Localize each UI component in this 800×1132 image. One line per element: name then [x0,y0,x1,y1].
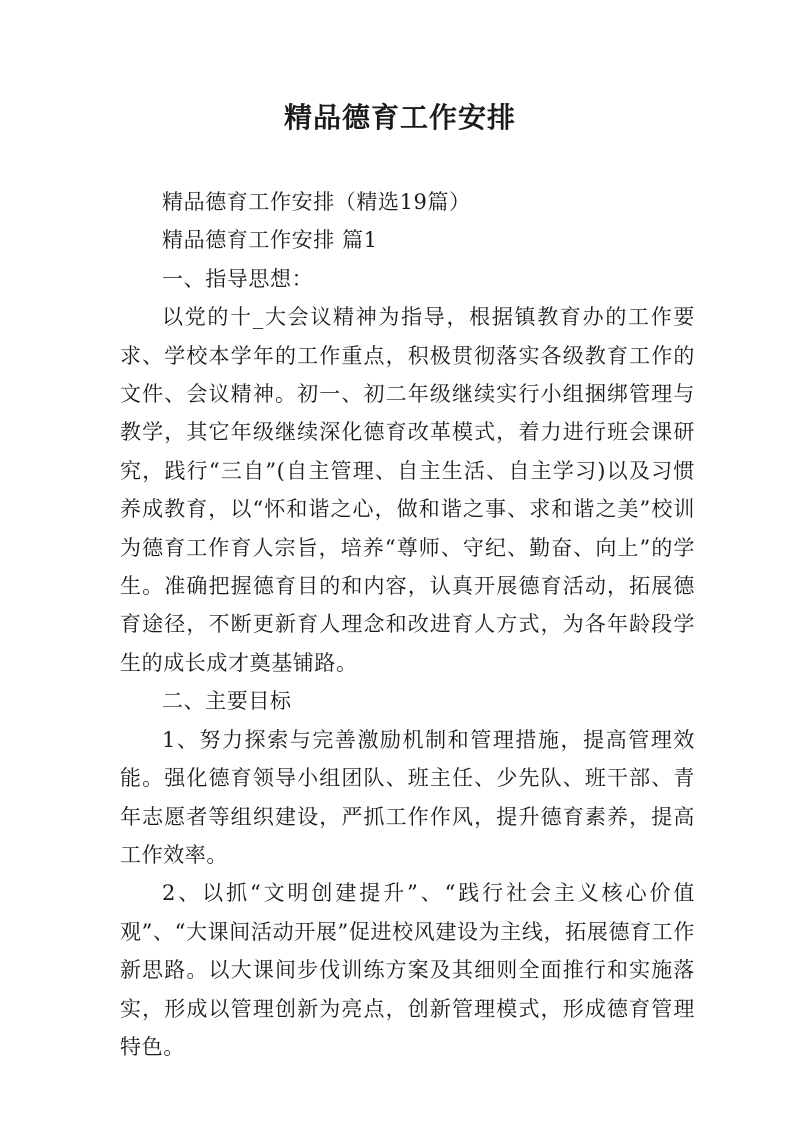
body-paragraph: 以党的十_大会议精神为指导，根据镇教育办的工作要求、学校本学年的工作重点，积极贯彻落实各级教育工作的文件、会议精神。初一、初二年级继续实行小组捆绑管理与教学，其它年级继续深化德育改革模式，着力进行班会课研究，践行“三自”(自主管理、自主生活、自主学习)以及习惯养成教育，以“怀和谐之心，做和谐之事、求和谐之美”校训为德育工作育人宗旨，培养“尊师、守纪、勤奋、向上”的学生。准确把握德育目的和内容，认真开展德育活动，拓展德育途径，不断更新育人理念和改进育人方式，为各年龄段学生的成长成才奠基铺路。 [120,305,695,675]
document-title: 精品德育工作安排 [283,101,516,134]
subtitle-paragraph: 精品德育工作安排（精选19篇） [162,190,471,214]
body-paragraph: 1、努力探索与完善激励机制和管理措施，提高管理效能。强化德育领导小组团队、班主任、少先队、班干部、青年志愿者等组织建设，严抓工作作风，提升德育素养，提高工作效率。 [120,727,695,867]
section-heading-paragraph: 精品德育工作安排 篇1 [162,228,378,253]
heading-guiding-ideology: 一、指导思想： [162,266,314,291]
body-paragraph: 2、以抓“文明创建提升”、“践行社会主义核心价值观”、“大课间活动开展”促进校风建设为主线，拓展德育工作新思路。以大课间步伐训练方案及其细则全面推行和实施落实，形成以管理创新为亮点，创新管理模式，形成德育管理特色。 [120,881,695,1059]
document-body [120,183,695,1066]
heading-main-goals: 二、主要目标 [162,689,292,714]
